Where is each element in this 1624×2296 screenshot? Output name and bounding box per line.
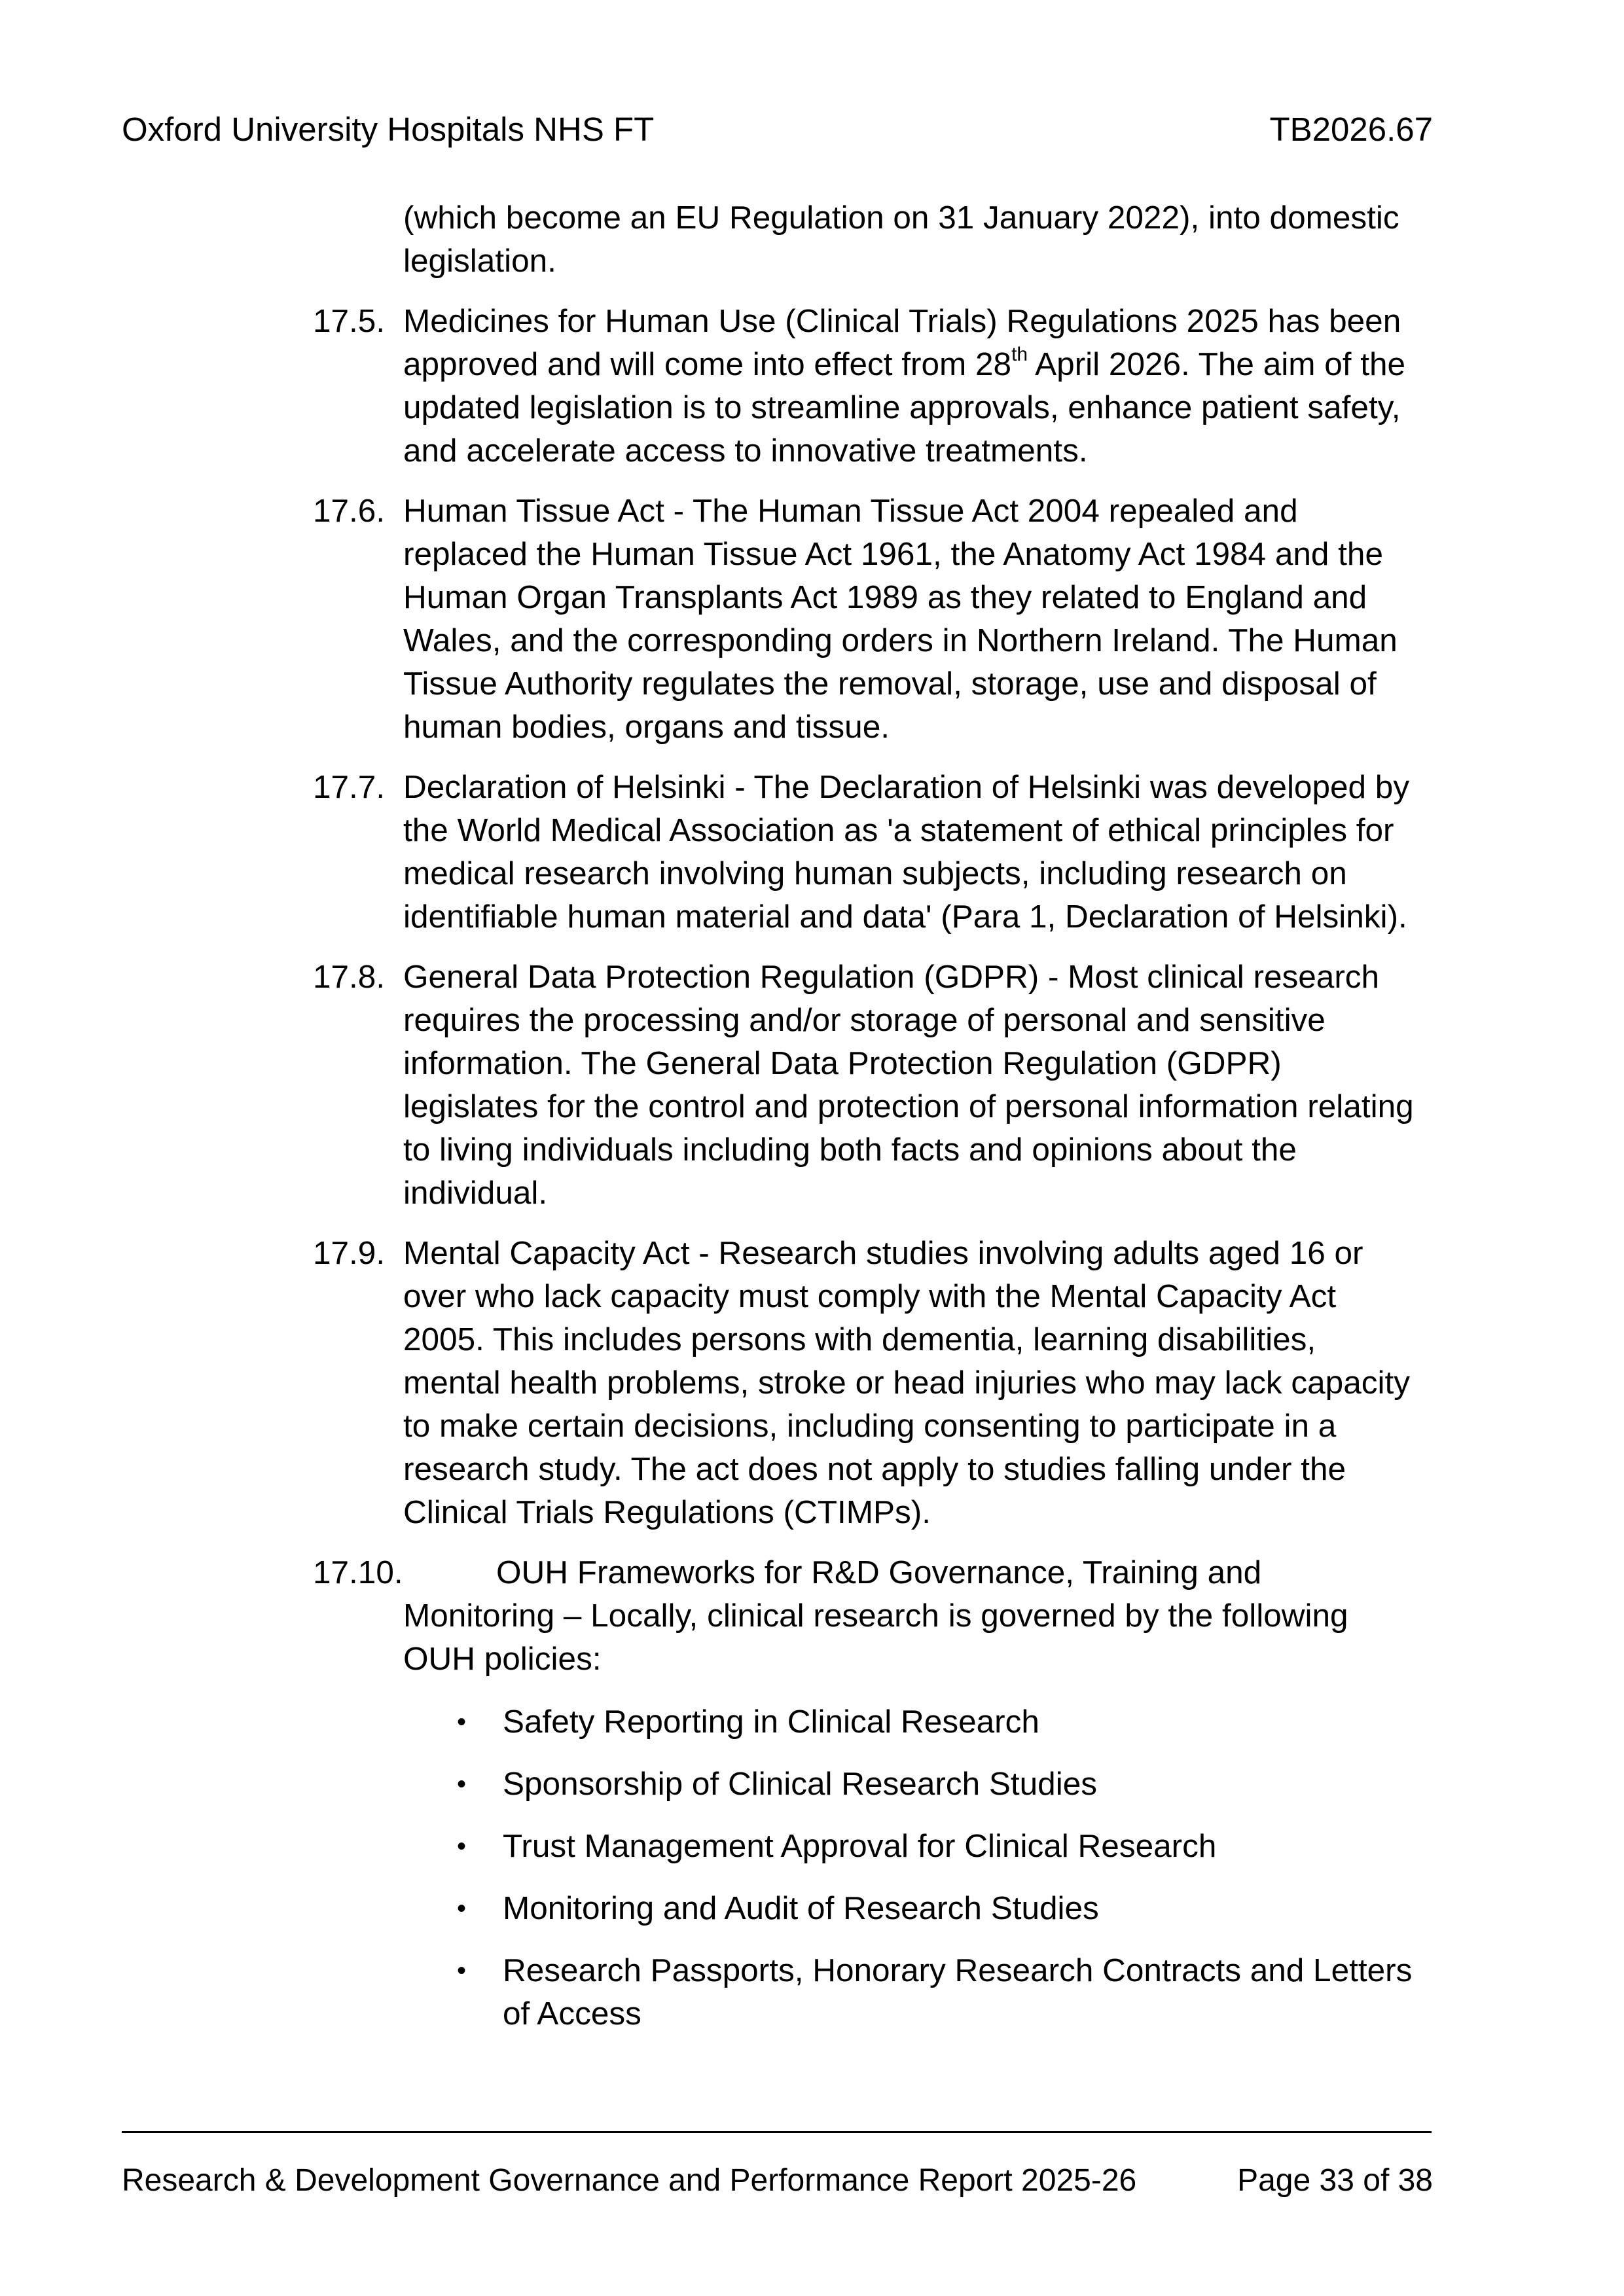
text-line: to make certain decisions, including consenting to participate in a bbox=[403, 1408, 1337, 1444]
section-17-6 bbox=[313, 490, 1452, 749]
text-line: Human Organ Transplants Act 1989 as they related to England and bbox=[403, 579, 1367, 615]
section-17-9 bbox=[313, 1232, 1452, 1534]
section-17-10 bbox=[313, 1551, 1452, 2036]
text-line: Mental Capacity Act - Research studies involving adults aged 16 or bbox=[403, 1235, 1363, 1271]
bullet-icon: • bbox=[457, 1832, 467, 1861]
section-first-line bbox=[313, 1232, 1452, 1275]
text-line bbox=[457, 1887, 1452, 1930]
text-line-with-superscript bbox=[313, 343, 1452, 386]
policy-list bbox=[313, 1700, 1452, 2036]
text-line: research study. The act does not apply to studies falling under the bbox=[403, 1451, 1346, 1487]
section-first-line bbox=[313, 490, 1452, 533]
text-line: individual. bbox=[403, 1175, 548, 1211]
text-line: Monitoring – Locally, clinical research is governed by the following bbox=[403, 1598, 1348, 1634]
text-line: mental health problems, stroke or head injuries who may lack capacity bbox=[403, 1365, 1410, 1401]
text-line: OUH Frameworks for R&D Governance, Training and bbox=[496, 1554, 1262, 1590]
text-fragment: Sponsorship of Clinical Research Studies bbox=[503, 1766, 1097, 1802]
list-item bbox=[457, 1700, 1452, 1744]
text-line: Tissue Authority regulates the removal, storage, use and disposal of bbox=[403, 666, 1377, 702]
list-item bbox=[457, 1825, 1452, 1868]
text-line: Wales, and the corresponding orders in Northern Ireland. The Human bbox=[403, 622, 1398, 658]
bullet-icon: • bbox=[457, 1770, 467, 1799]
ordinal-superscript: th bbox=[1011, 344, 1028, 365]
list-item bbox=[457, 1949, 1452, 2036]
section-first-line bbox=[313, 766, 1452, 809]
text-fragment: Research Passports, Honorary Research Contracts and Letters bbox=[503, 1952, 1413, 1988]
text-fragment: April 2026. The aim of the bbox=[1028, 346, 1406, 382]
page-body bbox=[313, 196, 1452, 2036]
text-line bbox=[457, 1700, 1452, 1744]
section-number: 17.9. bbox=[313, 1235, 386, 1271]
text-line: over who lack capacity must comply with the Mental Capacity Act bbox=[403, 1278, 1337, 1314]
text-line: of Access bbox=[503, 1996, 641, 2032]
text-line: Declaration of Helsinki - The Declaration of Helsinki was developed by bbox=[403, 769, 1410, 805]
text-line bbox=[457, 1763, 1452, 1806]
section-17-7 bbox=[313, 766, 1452, 939]
footer-report-title: Research & Development Governance and Performance Report 2025-26 bbox=[122, 2163, 1137, 2198]
text-line: and accelerate access to innovative treatments. bbox=[403, 433, 1088, 469]
section-number: 17.6. bbox=[313, 493, 386, 529]
text-line: human bodies, organs and tissue. bbox=[403, 709, 890, 745]
section-number: 17.10. bbox=[313, 1554, 403, 1590]
text-line: to living individuals including both facts and opinions about the bbox=[403, 1132, 1297, 1168]
text-line: (which become an EU Regulation on 31 January 2022), into domestic bbox=[403, 200, 1399, 236]
text-fragment: approved and will come into effect from 28 bbox=[403, 346, 1012, 382]
header-organisation: Oxford University Hospitals NHS FT bbox=[122, 111, 655, 148]
section-17-5 bbox=[313, 300, 1452, 473]
text-line bbox=[457, 1949, 1452, 1992]
text-line: legislates for the control and protection of personal information relating bbox=[403, 1088, 1414, 1124]
text-line: Clinical Trials Regulations (CTIMPs). bbox=[403, 1494, 931, 1530]
text-line: legislation. bbox=[403, 243, 556, 279]
text-line: identifiable human material and data' (Para 1, Declaration of Helsinki). bbox=[403, 899, 1407, 935]
header-doc-ref: TB2026.67 bbox=[1269, 111, 1433, 148]
section-first-line bbox=[313, 956, 1452, 999]
text-line: the World Medical Association as 'a statement of ethical principles for bbox=[403, 812, 1394, 848]
section-first-line bbox=[313, 300, 1452, 343]
section-number: 17.7. bbox=[313, 769, 386, 805]
bullet-icon: • bbox=[457, 1956, 467, 1985]
text-line: Human Tissue Act - The Human Tissue Act 2004 repealed and bbox=[403, 493, 1298, 529]
section-number: 17.5. bbox=[313, 303, 386, 339]
text-line: Medicines for Human Use (Clinical Trials) Regulations 2025 has been bbox=[403, 303, 1401, 339]
text-line: General Data Protection Regulation (GDPR) - Most clinical research bbox=[403, 959, 1380, 995]
text-line: information. The General Data Protection Regulation (GDPR) bbox=[403, 1045, 1282, 1081]
section-number: 17.8. bbox=[313, 959, 386, 995]
text-fragment: Safety Reporting in Clinical Research bbox=[503, 1704, 1039, 1740]
text-fragment: Trust Management Approval for Clinical Research bbox=[503, 1828, 1217, 1864]
continued-paragraph bbox=[313, 196, 1452, 283]
text-line: replaced the Human Tissue Act 1961, the Anatomy Act 1984 and the bbox=[403, 536, 1383, 572]
text-line: updated legislation is to streamline approvals, enhance patient safety, bbox=[403, 389, 1401, 425]
bullet-icon: • bbox=[457, 1894, 467, 1923]
text-line: 2005. This includes persons with dementia, learning disabilities, bbox=[403, 1321, 1316, 1357]
section-first-line bbox=[313, 1551, 1452, 1594]
text-line: requires the processing and/or storage of personal and sensitive bbox=[403, 1002, 1326, 1038]
footer-divider bbox=[122, 2131, 1432, 2133]
list-item bbox=[457, 1763, 1452, 1806]
bullet-icon: • bbox=[457, 1708, 467, 1736]
text-line bbox=[457, 1825, 1452, 1868]
text-fragment: Monitoring and Audit of Research Studies bbox=[503, 1890, 1099, 1926]
list-item bbox=[457, 1887, 1452, 1930]
footer-page-number: Page 33 of 38 bbox=[1237, 2163, 1433, 2198]
text-line: OUH policies: bbox=[403, 1641, 602, 1677]
text-line: medical research involving human subjects, including research on bbox=[403, 855, 1347, 891]
section-17-8 bbox=[313, 956, 1452, 1215]
